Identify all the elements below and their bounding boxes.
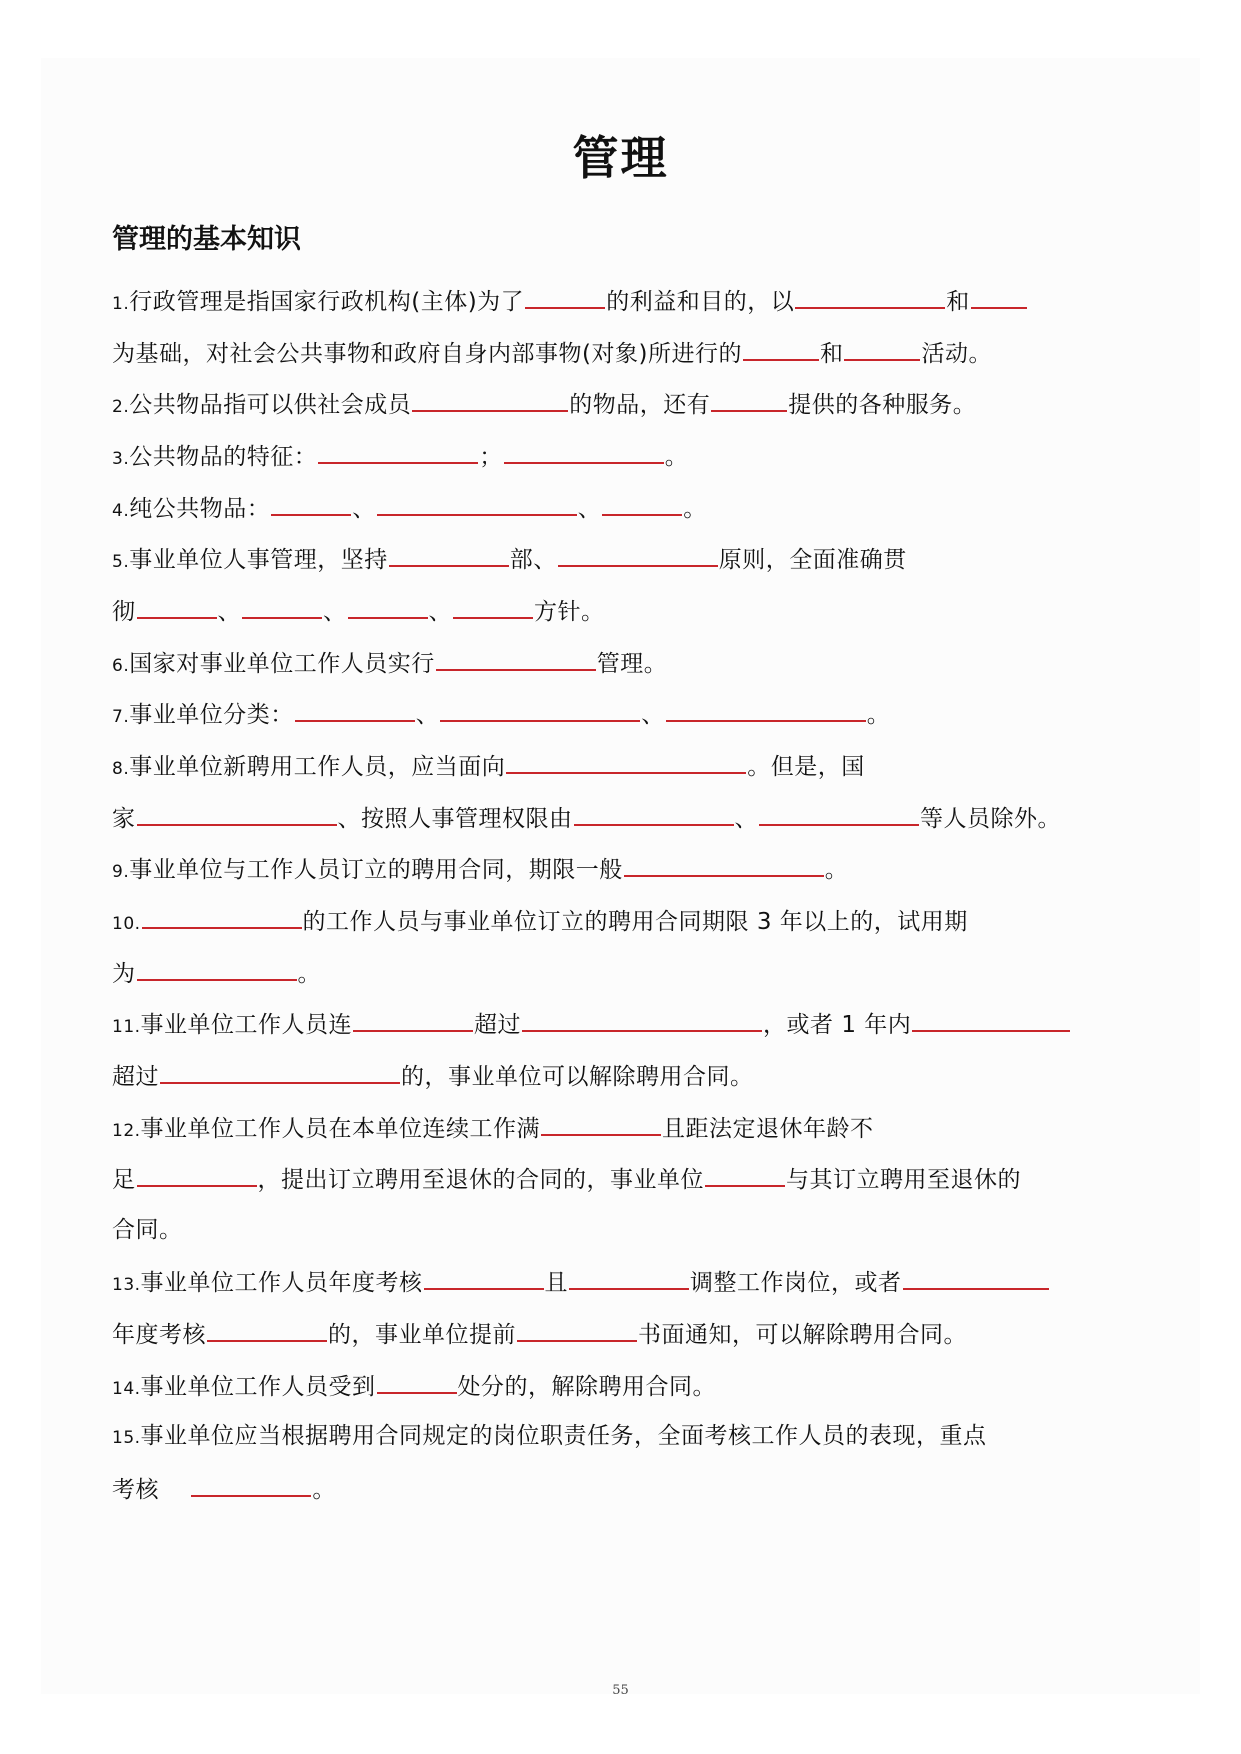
- question-number: 8.: [112, 759, 130, 779]
- question-text: 和: [819, 341, 844, 367]
- question-line: [112, 955, 321, 989]
- question-text: 。但是，国: [747, 754, 865, 780]
- fill-in-blank[interactable]: [271, 490, 351, 516]
- fill-in-blank[interactable]: [624, 851, 824, 877]
- question-text: 、: [415, 702, 440, 728]
- question-text: ；: [479, 444, 503, 470]
- fill-in-blank[interactable]: [348, 593, 428, 619]
- fill-in-blank[interactable]: [137, 593, 217, 619]
- fill-in-blank[interactable]: [207, 1316, 327, 1342]
- fill-in-blank[interactable]: [504, 438, 664, 464]
- question-text: 处分的，解除聘用合同。: [457, 1374, 717, 1400]
- question-text: 。: [824, 857, 849, 883]
- fill-in-blank[interactable]: [541, 1110, 661, 1136]
- question-text: 纯公共物品：: [129, 496, 271, 522]
- question-line: [112, 335, 992, 369]
- fill-in-blank[interactable]: [389, 541, 509, 567]
- fill-in-blank[interactable]: [912, 1006, 1070, 1032]
- question-text: 和: [946, 289, 970, 315]
- section-heading: 管理的基本知识: [112, 224, 301, 255]
- question-number: 3.: [112, 449, 130, 469]
- question-line: [112, 1316, 967, 1350]
- question-line: [112, 1110, 874, 1144]
- question-text: 调整工作岗位，或者: [690, 1270, 902, 1296]
- question-number: 10.: [112, 914, 141, 934]
- question-text: 事业单位人事管理，坚持: [129, 547, 388, 573]
- question-line: [112, 696, 890, 730]
- fill-in-blank[interactable]: [574, 800, 734, 826]
- question-text: 的，事业单位提前: [328, 1322, 516, 1348]
- page-title: 管理: [572, 131, 669, 185]
- fill-in-blank[interactable]: [569, 1264, 689, 1290]
- fill-in-blank[interactable]: [295, 696, 415, 722]
- question-line: [112, 851, 848, 885]
- question-text: 。: [683, 496, 707, 522]
- question-text: 行政管理是指国家行政机构(主体)为了: [129, 289, 525, 315]
- fill-in-blank[interactable]: [795, 283, 945, 309]
- question-number: 4.: [112, 501, 130, 521]
- question-text: 家: [112, 806, 136, 832]
- question-text: 、按照人事管理权限由: [337, 806, 573, 832]
- question-line: [112, 903, 968, 937]
- fill-in-blank[interactable]: [436, 645, 596, 671]
- question-line: [112, 541, 907, 575]
- fill-in-blank[interactable]: [711, 386, 787, 412]
- question-text: 彻: [112, 599, 136, 625]
- question-number: 6.: [112, 656, 130, 676]
- fill-in-blank[interactable]: [903, 1264, 1049, 1290]
- question-number: 14.: [112, 1379, 141, 1399]
- question-number: 7.: [112, 707, 130, 727]
- question-text: 的利益和目的，以: [606, 289, 795, 315]
- question-text: 原则，全面准确贯: [718, 547, 907, 573]
- question-text: 、: [323, 599, 347, 625]
- question-text: 年度考核: [112, 1322, 206, 1348]
- question-line: [112, 1419, 987, 1453]
- fill-in-blank[interactable]: [844, 335, 920, 361]
- question-text: 事业单位应当根据聘用合同规定的岗位职责任务，全面考核工作人员的表现，重点: [140, 1423, 987, 1449]
- question-text: 超过: [112, 1064, 159, 1090]
- question-text: 、: [577, 496, 602, 522]
- fill-in-blank[interactable]: [142, 903, 302, 929]
- fill-in-blank[interactable]: [424, 1264, 544, 1290]
- question-text: 等人员除外。: [920, 806, 1061, 832]
- question-text: 合同。: [112, 1217, 183, 1243]
- question-text: 、: [428, 599, 452, 625]
- question-number: 9.: [112, 862, 130, 882]
- question-text: 活动。: [921, 341, 992, 367]
- question-text: 的工作人员与事业单位订立的聘用合同期限 3 年以上的，试用期: [302, 909, 968, 935]
- fill-in-blank[interactable]: [522, 1006, 762, 1032]
- question-text: 事业单位工作人员连: [140, 1012, 353, 1038]
- question-text: 。: [312, 1477, 336, 1503]
- fill-in-blank[interactable]: [602, 490, 682, 516]
- question-line: [112, 1264, 1050, 1298]
- page-number: 55: [612, 1683, 629, 1698]
- question-text: 且: [544, 1270, 569, 1296]
- question-text: 、: [641, 702, 665, 728]
- question-text: 国家对事业单位工作人员实行: [129, 651, 435, 677]
- question-line: [112, 1471, 336, 1505]
- question-line: [112, 593, 605, 627]
- question-line: [112, 1058, 754, 1092]
- fill-in-blank[interactable]: [453, 593, 533, 619]
- fill-in-blank[interactable]: [971, 283, 1027, 309]
- question-text: 方针。: [534, 599, 605, 625]
- fill-in-blank[interactable]: [137, 800, 337, 826]
- question-text: 的物品，还有: [569, 392, 711, 418]
- question-text: 。: [866, 702, 891, 728]
- question-line: [112, 1213, 183, 1247]
- question-line: [112, 1161, 1021, 1195]
- question-number: 1.: [112, 294, 130, 314]
- question-text: 的，事业单位可以解除聘用合同。: [401, 1064, 754, 1090]
- question-text: 事业单位新聘用工作人员，应当面向: [129, 754, 506, 780]
- fill-in-blank[interactable]: [137, 955, 297, 981]
- question-number: 11.: [112, 1017, 141, 1037]
- fill-in-blank[interactable]: [191, 1471, 311, 1497]
- question-text: 、: [352, 496, 376, 522]
- question-text: 考核: [112, 1477, 191, 1503]
- fill-in-blank[interactable]: [377, 490, 577, 516]
- question-number: 15.: [112, 1428, 141, 1448]
- fill-in-blank[interactable]: [137, 1161, 257, 1187]
- question-text: 。: [664, 444, 689, 470]
- fill-in-blank[interactable]: [666, 696, 866, 722]
- question-text: 书面通知，可以解除聘用合同。: [638, 1322, 967, 1348]
- question-text: 事业单位与工作人员订立的聘用合同，期限一般: [129, 857, 623, 883]
- question-text: 事业单位工作人员在本单位连续工作满: [140, 1116, 541, 1142]
- fill-in-blank[interactable]: [517, 1316, 637, 1342]
- question-text: 足: [112, 1167, 136, 1193]
- fill-in-blank[interactable]: [525, 283, 605, 309]
- fill-in-blank[interactable]: [743, 335, 819, 361]
- question-text: 公共物品指可以供社会成员: [129, 392, 412, 418]
- question-line: [112, 800, 1061, 834]
- fill-in-blank[interactable]: [242, 593, 322, 619]
- question-text: 。: [297, 961, 321, 987]
- question-text: 、: [217, 599, 241, 625]
- fill-in-blank[interactable]: [377, 1368, 457, 1394]
- question-text: 部、: [509, 547, 557, 573]
- fill-in-blank[interactable]: [160, 1058, 400, 1084]
- question-line: [112, 386, 976, 420]
- question-text: 提供的各种服务。: [788, 392, 977, 418]
- question-text: 事业单位工作人员年度考核: [140, 1270, 423, 1296]
- question-line: [112, 748, 865, 782]
- fill-in-blank[interactable]: [506, 748, 746, 774]
- fill-in-blank[interactable]: [440, 696, 640, 722]
- fill-in-blank[interactable]: [412, 386, 568, 412]
- question-text: 为基础，对社会公共事物和政府自身内部事物(对象)所进行的: [112, 341, 742, 367]
- question-text: 为: [112, 961, 136, 987]
- fill-in-blank[interactable]: [318, 438, 478, 464]
- question-line: [112, 1006, 1071, 1040]
- question-text: 管理。: [596, 651, 668, 677]
- question-text: 、: [734, 806, 758, 832]
- question-text: 事业单位工作人员受到: [140, 1374, 376, 1400]
- question-text: ，提出订立聘用至退休的合同的，事业单位: [257, 1167, 704, 1193]
- fill-in-blank[interactable]: [759, 800, 919, 826]
- question-line: [112, 1368, 716, 1402]
- question-number: 12.: [112, 1121, 141, 1141]
- question-text: ，或者 1 年内: [763, 1012, 912, 1038]
- question-text: 超过: [474, 1012, 522, 1038]
- question-line: [112, 490, 707, 524]
- question-text: 事业单位分类：: [129, 702, 294, 728]
- fill-in-blank[interactable]: [353, 1006, 473, 1032]
- fill-in-blank[interactable]: [558, 541, 718, 567]
- question-number: 5.: [112, 552, 130, 572]
- question-line: [112, 438, 688, 472]
- question-number: 13.: [112, 1275, 141, 1295]
- fill-in-blank[interactable]: [705, 1161, 785, 1187]
- question-number: 2.: [112, 397, 130, 417]
- question-line: [112, 645, 667, 679]
- question-text: 公共物品的特征：: [129, 444, 318, 470]
- question-text: 与其订立聘用至退休的: [786, 1167, 1021, 1193]
- question-line: [112, 283, 1028, 317]
- question-text: 且距法定退休年龄不: [662, 1116, 874, 1142]
